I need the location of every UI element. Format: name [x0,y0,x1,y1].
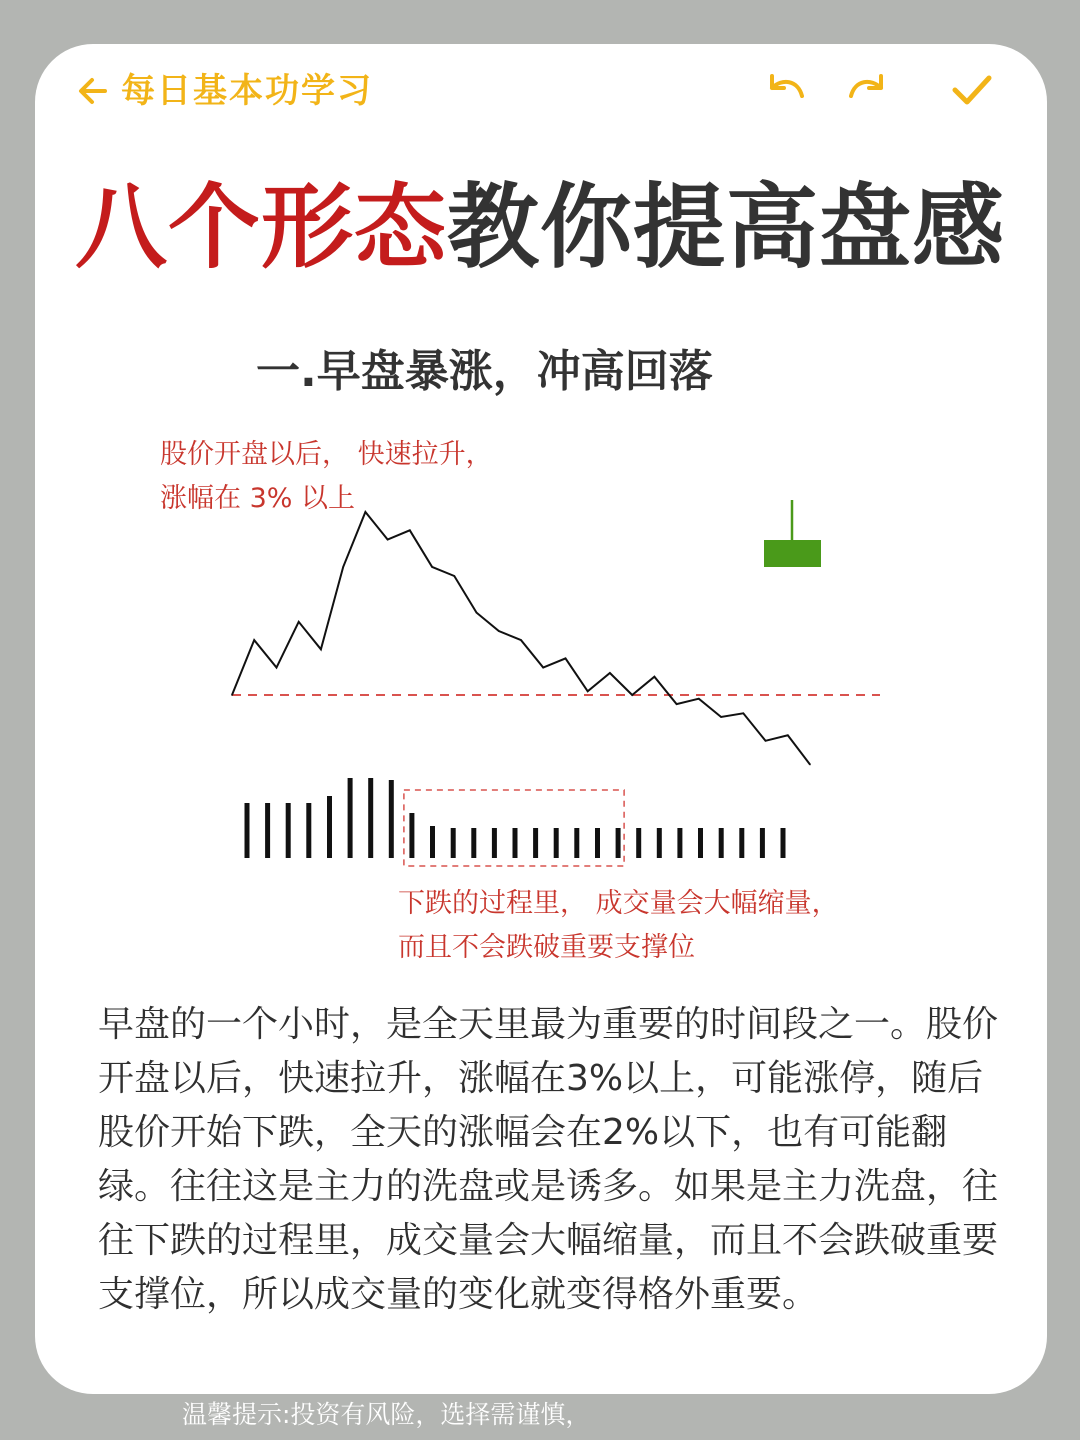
volume-bar [409,813,414,858]
price-point [765,740,767,742]
volume-bar [677,828,682,858]
price-point [320,648,322,650]
volume-bar [574,828,579,858]
price-line [232,512,810,765]
volume-bar [430,826,435,858]
price-point [698,698,700,700]
price-point [276,667,278,669]
headline-highlight: 八个形态 [74,174,447,281]
volume-bar [265,803,270,858]
volume-bar [327,796,332,858]
annotation-line: 涨幅在 3% 以上 [160,483,355,514]
price-point [520,639,522,641]
body-paragraph: 早盘的一个小时，是全天里最为重要的时间段之一。股价开盘以后，快速拉升，涨幅在3%以上，可能涨停，随后股价开始下跌，全天的涨幅会在2%以下，也有可能翻绿。往往这是主力的洗盘或是诱多。如果是主力洗盘，往往下跌的过程里，成交量会大幅缩量，而且不会跌破重要支撑位，所以成交量的变化就变得格外重要。 [98,1004,999,1315]
price-point [231,694,233,696]
volume-bar [451,828,456,858]
volume-bar [595,828,600,858]
annotation-line: 下跌的过程里， 成交量会大幅缩量， [398,888,839,919]
price-point [743,713,745,715]
price-point [631,694,633,696]
annotation-line: 而且不会跌破重要支撑位 [398,932,695,963]
price-point [431,566,433,568]
volume-bar [348,778,353,858]
price-point [565,658,567,660]
volume-bar [616,828,621,858]
volume-bar [513,828,518,858]
volume-bar [636,828,641,858]
price-point [809,764,811,766]
volume-bar [533,828,538,858]
price-point [342,566,344,568]
volume-bar [760,828,765,858]
price-point [787,734,789,736]
price-point [454,575,456,577]
price-point [365,511,367,513]
volume-bar [286,803,291,858]
volume-bar [657,828,662,858]
volume-bar [471,828,476,858]
price-point [253,639,255,641]
price-point [498,630,500,632]
volume-bar [368,778,373,858]
section-title: 一.早盘暴涨，冲高回落 [256,346,713,397]
volume-bar [698,828,703,858]
price-point [587,691,589,693]
footer-disclaimer: 温馨提示:投资有风险，选择需谨慎， [182,1400,591,1429]
volume-bar [492,828,497,858]
volume-bar [554,828,559,858]
annotation-line: 股价开盘以后， 快速拉升， [160,439,493,470]
price-point [387,539,389,541]
price-point [542,667,544,669]
volume-bar [719,828,724,858]
price-point [409,530,411,532]
price-point [676,703,678,705]
price-point [654,676,656,678]
volume-bar [306,803,311,858]
volume-bar [245,803,250,858]
volume-bar [389,780,394,858]
price-point [609,672,611,674]
volume-bar [739,828,744,858]
headline-rest: 教你提高盘感 [447,174,1006,281]
notebook-title: 每日基本功学习 [121,71,373,111]
volume-bar [781,828,786,858]
price-point [298,621,300,623]
candle-body [764,540,821,567]
price-point [720,716,722,718]
chart-annotation-volume [398,882,839,970]
price-point [476,612,478,614]
